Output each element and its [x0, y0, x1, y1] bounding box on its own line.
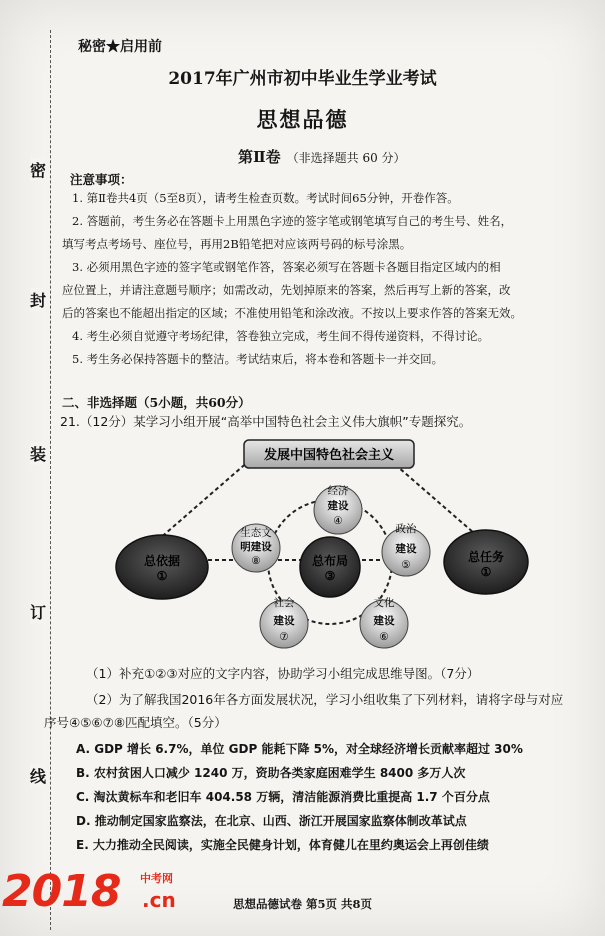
volume-title	[238, 146, 406, 167]
notice-line: 3. 必须用黑色字迹的签字笔或钢笔作答，答案必须写在答题卡各题目指定区域内的相	[72, 260, 501, 274]
subject-title: 思想品德	[256, 107, 349, 132]
watermark-main: 2018	[2, 866, 121, 917]
option-d: D. 推动制定国家监察法，在北京、山西、浙江开展国家监察体制改革试点	[76, 814, 467, 828]
question-21: 21.（12分）某学习小组开展“高举中国特色社会主义伟大旗帜”专题探究。	[60, 414, 472, 429]
satellite-label: 建设	[373, 615, 395, 627]
notice-line: 应位置上，并请注意题号顺序；如需改动，先划掉原来的答案，然后再写上新的答案，改	[62, 283, 511, 297]
binding-char: 装	[30, 442, 46, 465]
watermark-small: 中考网	[140, 872, 173, 885]
left-oval-number: ①	[156, 569, 168, 583]
mind-map-diagram	[100, 432, 540, 658]
satellite-label: 建设	[395, 543, 417, 555]
question-part-2: （2）为了解我国2016年各方面发展状况，学习小组收集了下列材料，请将字母与对应	[86, 692, 564, 707]
satellite-label: 明建设	[240, 541, 272, 553]
binding-char: 订	[30, 600, 46, 623]
binding-line	[50, 30, 51, 930]
center-label: 总布局	[311, 554, 349, 568]
binding-char: 线	[30, 764, 46, 787]
satellite-number: ⑦	[279, 631, 289, 643]
notice-line: 5. 考生务必保持答题卡的整洁。考试结束后，将本卷和答题卡一并交回。	[72, 352, 444, 366]
satellite-label: 建设	[327, 500, 349, 512]
secret-label: 秘密★启用前	[78, 39, 162, 55]
right-oval-number: ①	[480, 565, 492, 579]
satellite-label: 生态文	[240, 527, 272, 539]
binding-char: 封	[30, 288, 46, 311]
option-a: A. GDP 增长 6.7%，单位 GDP 能耗下降 5%，对全球经济增长贡献率超过 30%	[76, 742, 523, 756]
satellite-label: 社会	[273, 597, 295, 609]
satellite-label: 文化	[373, 597, 395, 609]
right-oval-label: 总任务	[467, 550, 505, 564]
notice-line: 4. 考生必须自觉遵守考场纪律，答卷独立完成，考生间不得传递资料，不得讨论。	[72, 329, 490, 343]
left-oval-label: 总依据	[143, 554, 181, 568]
satellite-label: 建设	[273, 615, 295, 627]
satellite-number: ④	[333, 515, 343, 527]
satellite-number: ⑤	[401, 559, 411, 571]
notice-heading: 注意事项：	[70, 172, 133, 187]
top-box-label: 发展中国特色社会主义	[263, 448, 395, 463]
option-b: B. 农村贫困人口减少 1240 万，资助各类家庭困难学生 8400 多万人次	[76, 766, 466, 780]
notice-line: 填写考点考场号、座位号，再用2B铅笔把对应该两号码的标号涂黑。	[62, 237, 412, 251]
option-e: E. 大力推动全民阅读，实施全民健身计划，体育健儿在里约奥运会上再创佳绩	[76, 838, 489, 852]
notice-line: 后的答案也不能超出指定的区域；不准使用铅笔和涂改液。不按以上要求作答的答案无效。	[62, 306, 522, 320]
volume-label: 第Ⅱ卷	[238, 148, 281, 166]
volume-note: （非选择题共 60 分）	[286, 151, 406, 165]
question-part-2-cont: 序号④⑤⑥⑦⑧匹配填空。（5分）	[44, 715, 227, 730]
watermark-domain: .cn	[142, 888, 176, 912]
question-part-1: （1）补充①②③对应的文字内容，协助学习小组完成思维导图。（7分）	[86, 666, 480, 681]
satellite-label: 政治	[395, 523, 417, 535]
option-c: C. 淘汰黄标车和老旧车 404.58 万辆，清洁能源消费比重提高 1.7 个百分点	[76, 790, 490, 804]
satellite-number: ⑧	[251, 555, 261, 567]
center-number: ③	[324, 569, 336, 583]
binding-char: 密	[30, 158, 46, 181]
satellite-label: 经济	[327, 485, 349, 497]
satellite-number: ⑥	[379, 631, 389, 643]
section-heading: 二、非选择题（5小题，共60分）	[62, 395, 251, 410]
exam-title: 2017年广州市初中毕业生学业考试	[168, 69, 437, 89]
notice-line: 1. 第Ⅱ卷共4页（5至8页），请考生检查页数。考试时间65分钟，开卷作答。	[72, 191, 459, 205]
page-footer: 思想品德试卷 第5页 共8页	[232, 897, 372, 911]
notice-line: 2. 答题前，考生务必在答题卡上用黑色字迹的签字笔或钢笔填写自己的考生号、姓名，	[72, 214, 513, 228]
